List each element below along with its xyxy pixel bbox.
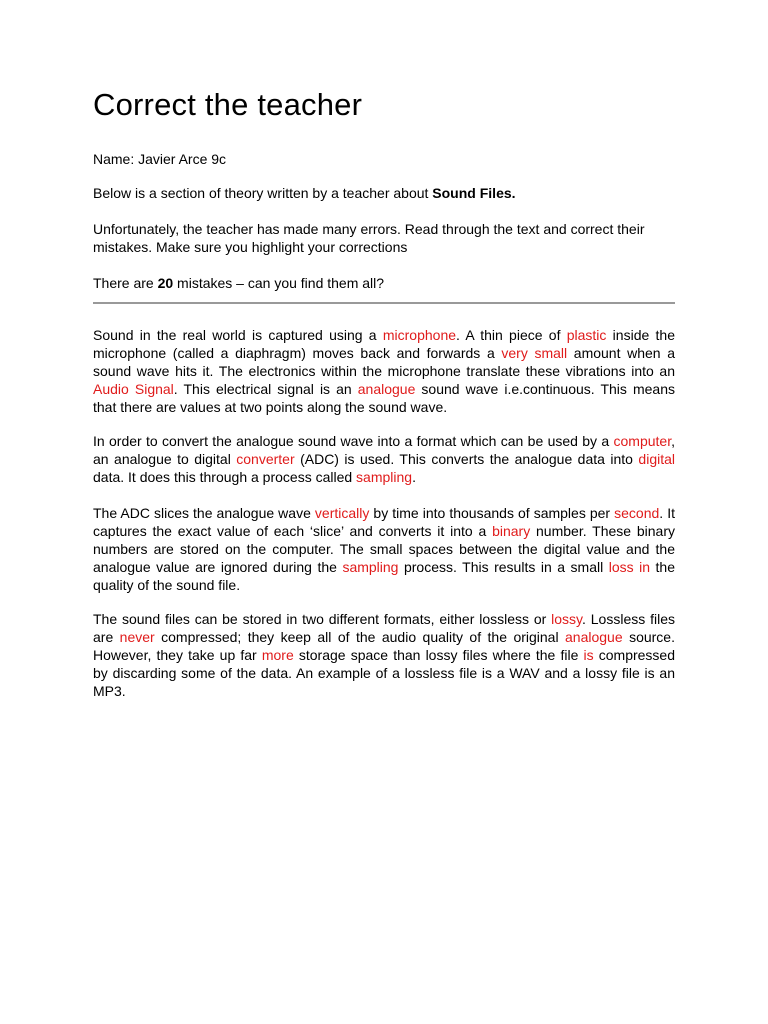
paragraph-text: . A thin piece of — [456, 327, 567, 343]
paragraph-text: the quality of the sound file. — [93, 559, 675, 593]
highlighted-correction: vertically — [314, 505, 370, 521]
intro-instructions: Unfortunately, the teacher has made many errors. Read through the text and correct their mistakes. Make sure you highlight your corrections — [93, 221, 645, 255]
paragraph-text: sound wave i.e.continuous. This means that there are values at two points along the sound wave. — [93, 381, 675, 415]
intro-topic-text: Below is a section of theory written by a teacher about — [93, 185, 433, 201]
paragraph-text: , an analogue to digital — [93, 433, 675, 467]
highlighted-correction: loss in — [608, 559, 651, 575]
highlighted-correction: second — [614, 505, 660, 521]
highlighted-correction: analogue — [357, 381, 416, 397]
paragraph-text: amount when a sound wave hits it. The electronics within the microphone translate these vibrations into an — [93, 345, 676, 379]
highlighted-correction: never — [119, 629, 155, 645]
paragraph-text: source. However, they take up far — [93, 629, 675, 663]
highlighted-correction: lossy — [551, 611, 583, 627]
mistake-count-suffix: mistakes – can you find them all? — [173, 275, 385, 291]
paragraph-text: . This electrical signal is an — [173, 381, 358, 397]
paragraph-text: compressed; they keep all of the audio quality of the original — [154, 629, 566, 645]
paragraph-text: compressed by discarding some of the data. An example of a lossless file is a WAV and a lossy file is an MP3. — [93, 647, 676, 699]
name-line: Name: Javier Arce 9c — [93, 151, 227, 167]
paragraph-text: data. It does this through a process called — [93, 469, 357, 485]
paragraph-text: The ADC slices the analogue wave — [93, 505, 315, 521]
intro-topic-bold: Sound Files. — [432, 185, 516, 201]
highlighted-correction: microphone — [382, 327, 457, 343]
highlighted-correction: sampling — [342, 559, 399, 575]
paragraph-text: by time into thousands of samples per — [369, 505, 615, 521]
highlighted-correction: analogue — [565, 629, 623, 645]
horizontal-divider — [93, 302, 675, 304]
highlighted-correction: sampling — [356, 469, 413, 485]
body-paragraph-3 — [93, 504, 675, 594]
highlighted-correction: Audio Signal — [93, 381, 174, 397]
paragraph-text: Sound in the real world is captured using a — [93, 327, 383, 343]
highlighted-correction: binary — [492, 523, 531, 539]
paragraph-text: process. This results in a small — [398, 559, 609, 575]
highlighted-correction: computer — [613, 433, 672, 449]
page-title: Correct the teacher — [93, 87, 363, 122]
highlighted-correction: plastic — [566, 327, 607, 343]
paragraph-text: . — [412, 469, 416, 485]
paragraph-text: In order to convert the analogue sound wave into a format which can be used by a — [93, 433, 614, 449]
paragraph-text: number. These binary numbers are stored on the computer. The small spaces between the digital value and the analogue value are ignored during the — [93, 523, 675, 575]
paragraph-text: . It captures the exact value of each ‘slice’ and converts it into a — [93, 505, 676, 539]
mistake-count-number: 20 — [157, 275, 174, 291]
highlighted-correction: very small — [501, 345, 568, 361]
paragraph-text: The sound files can be stored in two different formats, either lossless or — [93, 611, 552, 627]
body-paragraph-1 — [93, 326, 675, 416]
highlighted-correction: is — [583, 647, 594, 663]
highlighted-correction: converter — [236, 451, 295, 467]
highlighted-correction: more — [261, 647, 294, 663]
intro-mistake-count — [93, 274, 675, 292]
paragraph-text: (ADC) is used. This converts the analogue data into — [294, 451, 639, 467]
mistake-count-prefix: There are — [93, 275, 158, 291]
highlighted-correction: digital — [638, 451, 676, 467]
intro-line-topic — [93, 184, 675, 202]
body-paragraph-2 — [93, 432, 675, 486]
body-paragraph-4 — [93, 610, 675, 700]
paragraph-text: inside the microphone (called a diaphragm) moves back and forwards a — [93, 327, 675, 361]
paragraph-text: storage space than lossy files where the file — [293, 647, 584, 663]
paragraph-text: . Lossless files are — [93, 611, 675, 645]
